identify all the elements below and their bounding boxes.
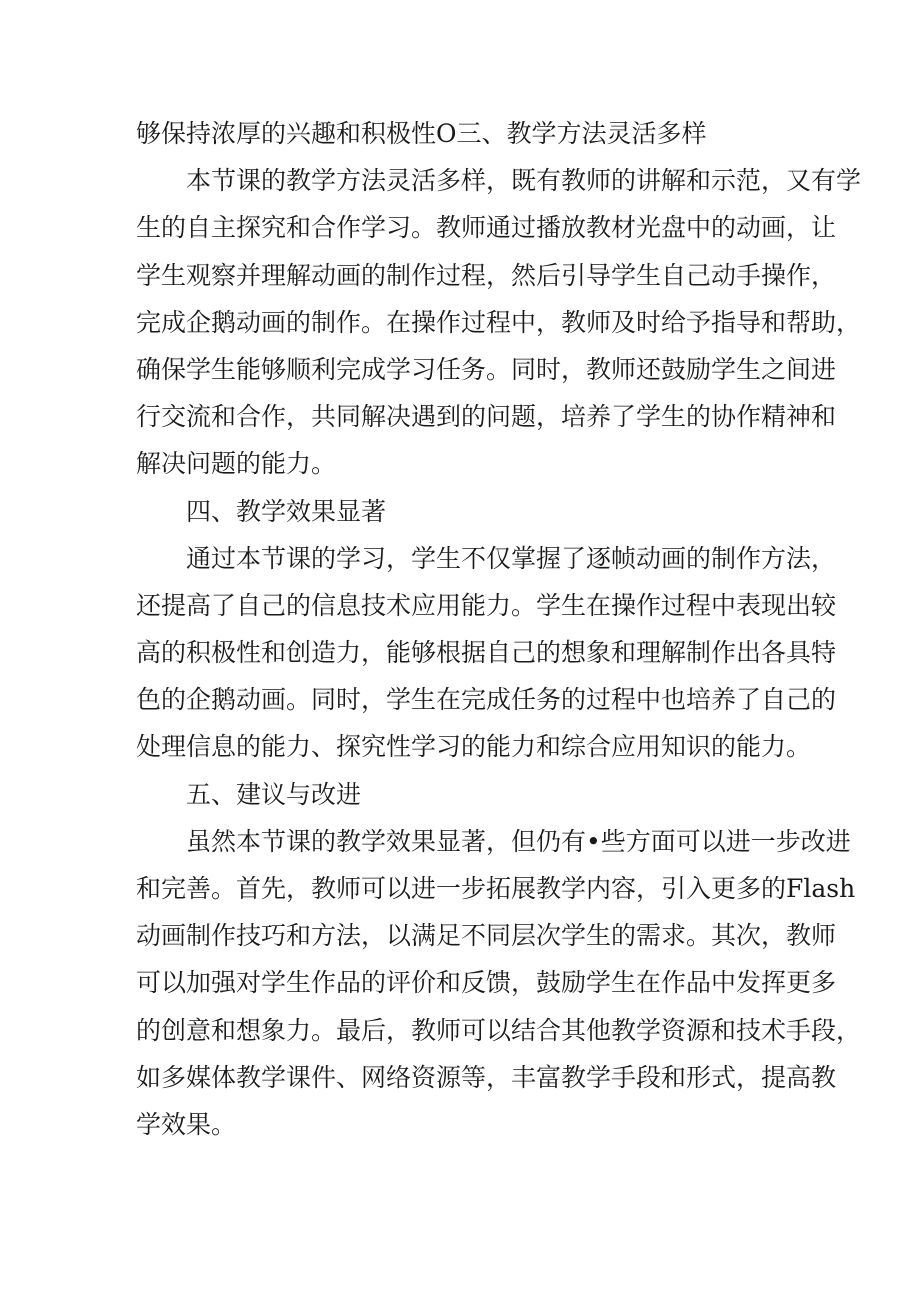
text-line: 如多媒体教学课件、网络资源等，丰富教学手段和形式，提高教 bbox=[136, 1062, 837, 1092]
text-line: 的创意和想象力。最后，教师可以结合其他教学资源和技术手段， bbox=[136, 1015, 862, 1045]
text-line: 解决问题的能力。 bbox=[136, 449, 337, 479]
text-line: 和完善。首先，教师可以进一步拓展教学内容，引入更多的Flash bbox=[136, 874, 856, 903]
text-line: 行交流和合作，共同解决遇到的问题，培养了学生的协作精神和 bbox=[136, 402, 837, 432]
text-line: 处理信息的能力、探究性学习的能力和综合应用知识的能力。 bbox=[136, 732, 812, 762]
text-line: 学效果。 bbox=[136, 1109, 237, 1139]
text-line: 确保学生能够顺利完成学习任务。同时，教师还鼓励学生之间进 bbox=[136, 354, 837, 384]
text-line: 还提高了自己的信息技术应用能力。学生在操作过程中表现出较 bbox=[136, 590, 837, 620]
section-heading-4: 四、教学效果显著 bbox=[186, 496, 387, 526]
text-line: 完成企鹅动画的制作。在操作过程中，教师及时给予指导和帮助， bbox=[136, 307, 862, 337]
text-line: 色的企鹅动画。同时，学生在完成任务的过程中也培养了自己的 bbox=[136, 685, 837, 715]
paragraph-start-line: 虽然本节课的教学效果显著，但仍有•些方面可以进一步改进 bbox=[186, 826, 851, 856]
section-heading-5: 五、建议与改进 bbox=[186, 779, 362, 809]
text-line: 学生观察并理解动画的制作过程，然后引导学生自己动手操作， bbox=[136, 260, 837, 290]
text-line: 高的积极性和创造力，能够根据自己的想象和理解制作出各具特 bbox=[136, 638, 837, 668]
paragraph-start-line: 本节课的教学方法灵活多样，既有教师的讲解和示范，又有学 bbox=[186, 166, 862, 196]
paragraph-start-line: 通过本节课的学习，学生不仅掌握了逐帧动画的制作方法， bbox=[186, 543, 837, 573]
text-line: 可以加强对学生作品的评价和反馈，鼓励学生在作品中发挥更多 bbox=[136, 968, 837, 998]
text-line: 生的自主探究和合作学习。教师通过播放教材光盘中的动画，让 bbox=[136, 213, 837, 243]
text-line: 动画制作技巧和方法，以满足不同层次学生的需求。其次，教师 bbox=[136, 921, 837, 951]
text-line: 够保持浓厚的兴趣和积极性O三、教学方法灵活多样 bbox=[136, 119, 707, 148]
